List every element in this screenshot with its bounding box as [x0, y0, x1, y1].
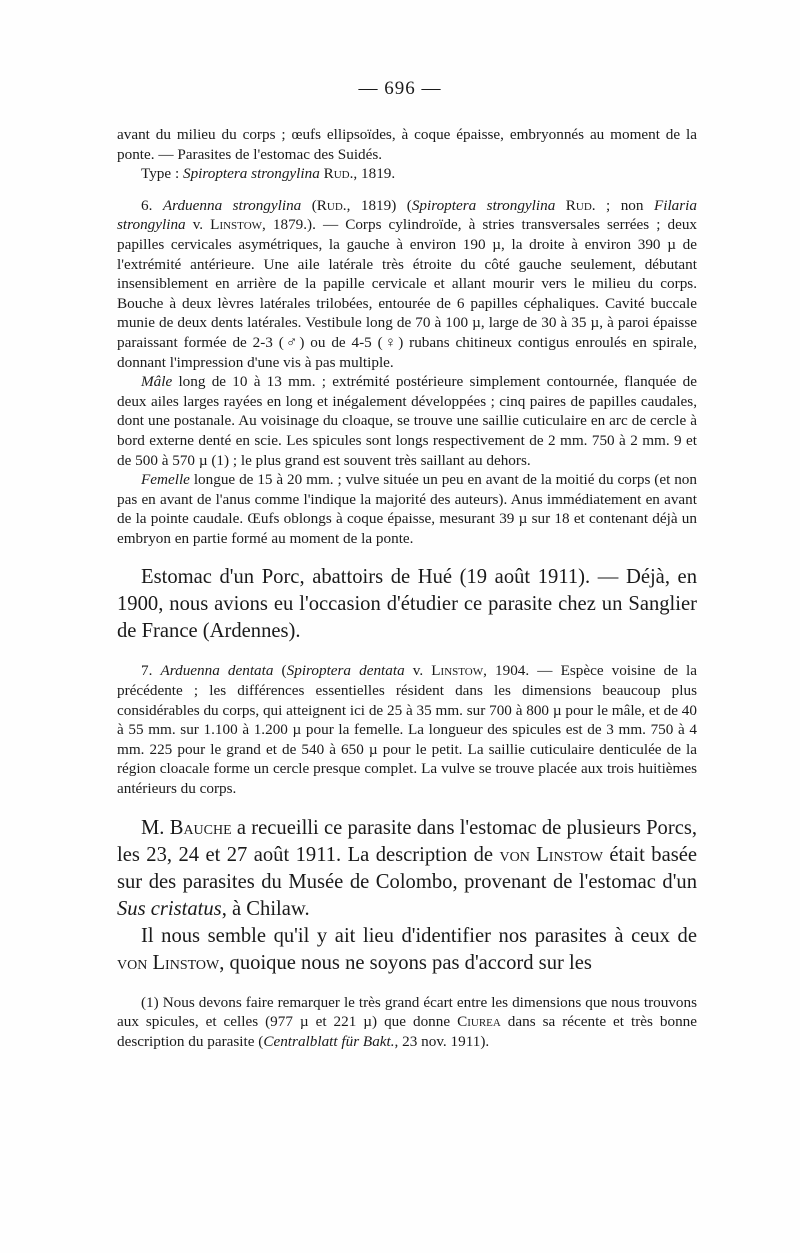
species-7-name: Arduenna dentata [160, 662, 274, 680]
female-paragraph [117, 470, 697, 548]
female-label: Femelle [141, 471, 190, 489]
footnote [117, 993, 697, 1052]
type-author: Rud. [323, 165, 354, 183]
journal-name: Centralblatt für Bakt. [263, 1032, 395, 1050]
type-line [117, 165, 395, 182]
author-name: von Linstow [499, 843, 603, 866]
text-fragment: ( [301, 196, 317, 214]
synonym-name: Filaria strongylina [117, 196, 697, 234]
text-fragment: Il nous semble qu'il y ait lieu d'identifier nos parasites à ceux de [141, 924, 697, 947]
author-name: Ciurea [457, 1013, 501, 1031]
species-6-number: 6. [141, 196, 163, 214]
observation-1: Estomac d'un Porc, abattoirs de Hué (19 août 1911). — Déjà, en 1900, nous avions eu l'occasion d'étudier ce parasite chez un Sanglier de France (Ardennes). [117, 566, 697, 643]
male-label: Mâle [141, 373, 173, 391]
author-name: von Linstow [117, 951, 220, 974]
text-fragment: dans sa récente et très bonne description du parasite ( [117, 1013, 697, 1050]
author-name: Rud. [316, 196, 347, 214]
page-number: — 696 — [358, 78, 442, 99]
author-name: Bauche [169, 816, 232, 839]
text-fragment: ; non [595, 196, 654, 214]
male-paragraph [117, 372, 697, 470]
host-name: Sus cristatus [117, 897, 222, 920]
species-6-name: Arduenna strongylina [162, 196, 302, 214]
author-name: Rud. [565, 196, 596, 214]
species-6-description: , 1879.). — Corps cylindroïde, à stries transversales serrées ; deux papilles cervicales asymétriques, la gauche à environ 190 µ, la droite à environ 390 µ de l'extrémité antérieure. Une aile latérale très étroite du côté gauche seulement, débutant insensiblement en arrière de la papille cervicale et allant mourir vers le milieu du corps. Bouche à deux lèvres latérales trilobées, entourée de 6 papilles céphaliques. Cavité buccale munie de deux dents latérales. Vestibule long de 70 à 100 µ, large de 30 à 35 µ, à paroi épaisse paraissant formée de 2-3 (♂) ou de 4-5 (♀) rubans chitineux contigus enroulés en spirale, donnant l'impression d'une vis à pas multiple. [117, 216, 698, 371]
text-fragment: v. [185, 216, 211, 234]
text-column [117, 125, 697, 1051]
species-7-description: , 1904. — Espèce voisine de la précédente ; les différences essentielles résident dans les dimensions beaucoup plus considérables du corps, qui atteignent ici de 25 à 35 mm. sur 700 à 800 µ pour le mâle, et de 40 à 55 mm. sur 1.100 à 1.200 µ pour la femelle. La longueur des spicules est de 3 mm. 750 à 4 mm. 225 pour le grand et de 540 à 650 µ pour le petit. La saillie cuticulaire denticulée de la région cloacale forme un cercle presque complet. La vulve se trouve placée aux trois huitièmes antérieurs du corps. [117, 662, 698, 798]
type-prefix: Type : [141, 165, 183, 183]
synonym-name: Spiroptera strongylina [411, 196, 556, 214]
text-fragment: M. [141, 816, 170, 839]
species-6-paragraph [117, 196, 697, 372]
intro-paragraph [117, 125, 697, 184]
species-7-number: 7. [141, 662, 161, 680]
intro-text: avant du milieu du corps ; œufs ellipsoïdes, à coque épaisse, embryonnés au moment de la ponte. — Parasites de l'estomac des Suidés. [117, 126, 697, 163]
text-fragment: était basée sur des parasites du Musée de Colombo, provenant de l'estomac d'un [117, 843, 698, 893]
species-7-paragraph [117, 661, 697, 798]
observation-2 [117, 815, 697, 923]
text-fragment: , à Chilaw. [221, 897, 310, 920]
observation-3 [117, 923, 697, 977]
text-fragment: , quoique nous ne soyons pas d'accord sur les [219, 951, 592, 974]
type-species: Spiroptera strongylina [182, 165, 320, 183]
author-name: Linstow [210, 216, 263, 234]
text-fragment [555, 197, 565, 214]
female-description: longue de 15 à 20 mm. ; vulve située un peu en avant de la moitié du corps (et non pas en avant de l'anus comme l'indique la majorité des auteurs). Anus immédiatement en avant de la pointe caudale. Œufs oblongs à coque épaisse, mesurant 39 µ sur 18 et contenant déjà un embryon en partie formé au moment de la ponte. [117, 471, 697, 547]
text-fragment: ( [273, 662, 287, 680]
male-description: long de 10 à 13 mm. ; extrémité postérieure simplement contournée, flanquée de deux ailes larges rayées en long et inégalement développées ; cinq paires de papilles caudales, dont une postanale. Au voisinage du cloaque, se trouve une saillie cuticulaire en arc de cercle à bord externe denté en scie. Les spicules sont longs respectivement de 2 mm. 750 à 2 mm. 9 et de 500 à 570 µ (1) ; le plus grand est souvent très saillant au dehors. [117, 373, 697, 469]
text-fragment: v. [404, 662, 432, 680]
text-fragment: , 1819) ( [346, 196, 412, 214]
text-fragment: (1) Nous devons faire remarquer le très grand écart entre les dimensions que nous trouvons aux spicules, et celles (977 µ et 221 µ) que donne [117, 993, 697, 1031]
text-fragment: , 23 nov. 1911). [394, 1032, 490, 1050]
author-name: Linstow [431, 662, 484, 680]
synonym-name: Spiroptera dentata [286, 662, 405, 680]
type-year: , 1819. [353, 165, 396, 183]
text-fragment: a recueilli ce parasite dans l'estomac de plusieurs Porcs, les 23, 24 et 27 août 1911. La description de [117, 816, 698, 866]
